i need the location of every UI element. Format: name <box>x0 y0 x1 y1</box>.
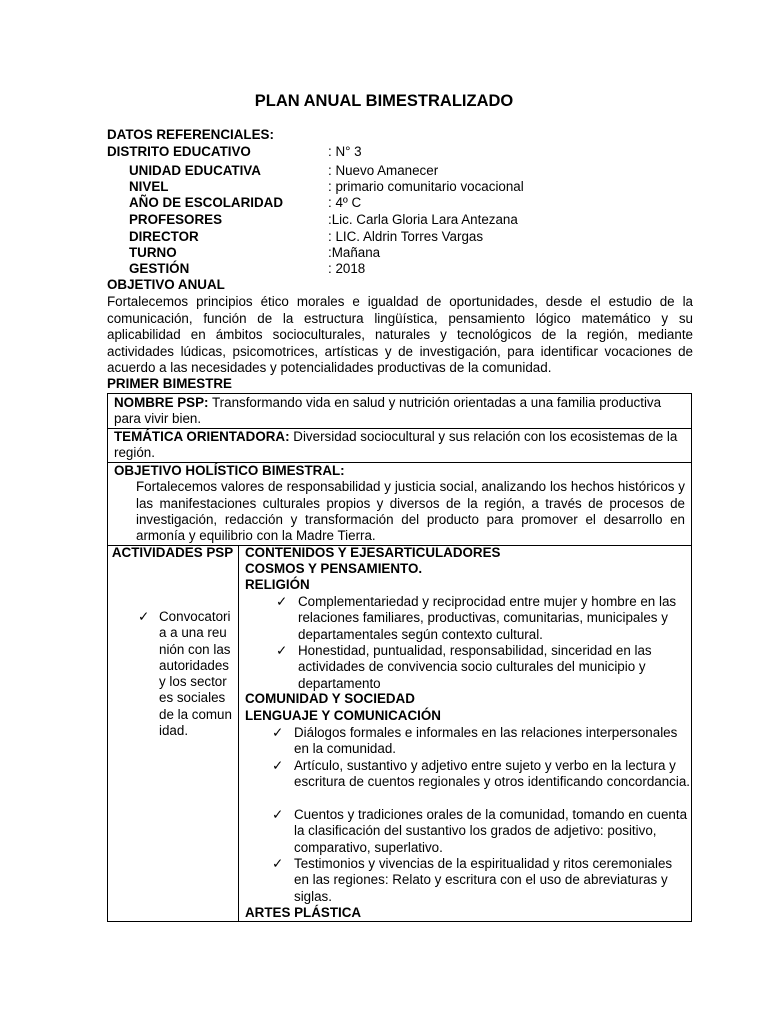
religion-item-1: Complementariedad y reciprocidad entre mujer y hombre en las relaciones familiares, productivas, comunitarias, municipales y departamentales según contexto cultural. <box>298 594 677 642</box>
datos-label-gestion: GESTIÓN <box>129 261 190 276</box>
lenguaje-check-icon-2: ✓ <box>272 758 284 773</box>
lenguaje-item-4: Testimonios y vivencias de la espiritualidad y ritos ceremoniales en las regiones: Relato y escritura con el uso de abreviaturas y siglas. <box>294 856 673 904</box>
tematica-label: TEMÁTICA ORIENTADORA: <box>114 429 290 444</box>
psp-box <box>107 393 692 429</box>
page-title: PLAN ANUAL BIMESTRALIZADO <box>254 92 514 110</box>
datos-label-turno: TURNO <box>129 245 177 260</box>
datos-value-profesores: :Lic. Carla Gloria Lara Antezana <box>328 212 518 227</box>
psp-label: NOMBRE PSP: <box>114 395 209 410</box>
lenguaje-item-1: Diálogos formales e informales en las relaciones interpersonales en la comunidad. <box>294 725 678 757</box>
table-divider <box>238 545 239 922</box>
primer-bimestre-heading: PRIMER BIMESTRE <box>107 376 232 391</box>
datos-heading: DATOS REFERENCIALES: <box>107 127 274 142</box>
objetivo-anual-heading: OBJETIVO ANUAL <box>107 277 225 292</box>
datos-value-nivel: : primario comunitario vocacional <box>328 179 524 194</box>
datos-label-nivel: NIVEL <box>129 179 169 194</box>
tematica-text: Diversidad sociocultural y sus relación con los ecosistemas de la región. <box>114 429 678 461</box>
datos-label-director: DIRECTOR <box>129 229 199 244</box>
datos-value-unidad: : Nuevo Amanecer <box>328 163 439 178</box>
lenguaje-heading: LENGUAJE Y COMUNICACIÓN <box>245 708 441 723</box>
lenguaje-check-icon-1: ✓ <box>272 725 284 740</box>
religion-check-icon-2: ✓ <box>276 643 288 658</box>
religion-check-icon-1: ✓ <box>276 594 288 609</box>
psp-text: Transformando vida en salud y nutrición orientadas a una familia productiva para vivir bien. <box>114 395 662 427</box>
datos-label-distrito: DISTRITO EDUCATIVO <box>107 144 251 159</box>
activity-text: Convocatoria a una reunión con las autoridades y los sectores sociales de la comunidad. <box>159 609 232 739</box>
tematica-box <box>107 428 692 463</box>
lenguaje-check-icon-3: ✓ <box>272 807 284 822</box>
datos-label-anio: AÑO DE ESCOLARIDAD <box>129 195 283 210</box>
objetivo-holistico-text: Fortalecemos valores de responsabilidad y justicia social, analizando los hechos históricos y las manifestaciones culturales propios y diversos de la región, a través de procesos de investigación, redacción y transformación del producto para promover el desarrollo en armonía y equilibrio con la Madre Tierra. <box>136 479 685 544</box>
religion-item-2: Honestidad, puntualidad, responsabilidad, sinceridad en las actividades de convivencia socio culturales del municipio y departamento <box>298 643 652 691</box>
objetivo-holistico-label: OBJETIVO HOLÍSTICO BIMESTRAL: <box>114 463 345 478</box>
artes-heading: ARTES PLÁSTICA <box>245 905 362 920</box>
religion-heading: RELIGIÓN <box>245 577 310 592</box>
contenidos-heading: CONTENIDOS Y EJESARTICULADORES <box>245 545 501 560</box>
datos-value-director: : LIC. Aldrin Torres Vargas <box>328 229 484 244</box>
lenguaje-check-icon-4: ✓ <box>272 856 284 871</box>
datos-label-unidad: UNIDAD EDUCATIVA <box>129 163 261 178</box>
datos-label-profesores: PROFESORES <box>129 212 223 227</box>
cosmos-heading: COSMOS Y PENSAMIENTO. <box>245 561 423 576</box>
activity-check-icon: ✓ <box>138 609 150 624</box>
lenguaje-item-2: Artículo, sustantivo y adjetivo entre sujeto y verbo en la lectura y escritura de cuentos regionales y otros identificando concordancia. <box>294 758 690 790</box>
actividades-heading: ACTIVIDADES PSP <box>111 545 234 560</box>
datos-value-anio: : 4º C <box>328 195 362 210</box>
objetivo-anual-text: Fortalecemos principios ético morales e igualdad de oportunidades, desde el estudio de la comunicación, función de la estructura lingüística, pensamiento lógico matemático y su aplicabilidad en ámbitos socioculturales, naturales y tecnológicos de la región, mediante actividades lúdicas, psicomotrices, artísticas y de investigación, para identificar vocaciones de acuerdo a las necesidades y potencialidades productivas de la comunidad. <box>107 294 693 376</box>
objetivo-holistico-box <box>107 462 692 546</box>
comunidad-heading: COMUNIDAD Y SOCIEDAD <box>245 691 415 706</box>
datos-value-turno: :Mañana <box>328 245 381 260</box>
lenguaje-item-3: Cuentos y tradiciones orales de la comunidad, tomando en cuenta la clasificación del sustantivo los grados de adjetivo: positivo, comparativo, superlativo. <box>294 807 688 855</box>
datos-value-distrito: : N° 3 <box>328 144 362 159</box>
datos-value-gestion: : 2018 <box>328 261 366 276</box>
